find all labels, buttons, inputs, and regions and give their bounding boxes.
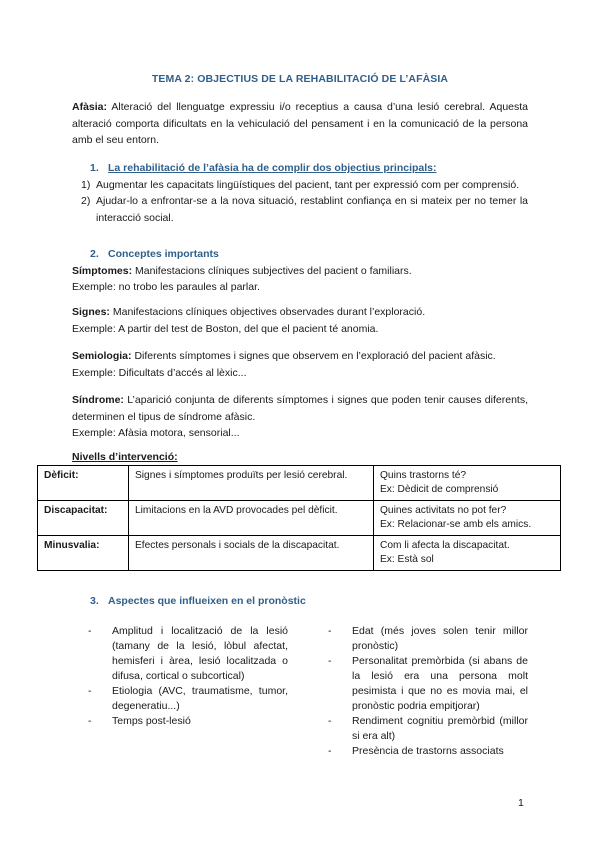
levels-heading: Nivells d’intervenció: bbox=[72, 451, 178, 463]
section-1 bbox=[72, 160, 528, 226]
factors-right-column bbox=[328, 624, 528, 759]
factors-left-column bbox=[88, 624, 288, 729]
definition-semiology-block bbox=[72, 348, 528, 381]
objectives-list bbox=[72, 177, 528, 227]
row-header: Minusvalia: bbox=[38, 536, 129, 571]
levels-table bbox=[37, 465, 561, 571]
definition-signs: Signes: Manifestacions clíniques objectives observades durant l’exploració. bbox=[72, 306, 426, 318]
table-cell: Quins trastorns té? Ex: Dèdicit de comprensió bbox=[374, 466, 561, 501]
section-3-heading: 3. Aspectes que influeixen en el pronòstic bbox=[90, 595, 306, 607]
list-item: 1) Augmentar les capacitats lingüístiques del pacient, tant per expressió com per comprensió. bbox=[81, 178, 520, 191]
section-2-heading: 2. Conceptes importants bbox=[90, 248, 219, 260]
section-1-heading: 1. La rehabilitació de l’afàsia ha de complir dos objectius principals: bbox=[90, 162, 437, 174]
definition-syndrome-block bbox=[72, 392, 528, 442]
intro-term: Afàsia: bbox=[72, 101, 108, 113]
table-cell: Signes i símptomes produïts per lesió cerebral. bbox=[129, 466, 374, 501]
definition-syndrome: Síndrome: L’aparició conjunta de diferents símptomes i signes que poden tenir causes diferents, determinen el tipus de síndrome afàsic. bbox=[72, 394, 529, 423]
definition-symptoms: Símptomes: Manifestacions clíniques subjectives del pacient o familiars. bbox=[72, 264, 412, 277]
page-title: TEMA 2: OBJECTIUS DE LA REHABILITACIÓ DE L’AFÀSIA bbox=[151, 73, 449, 85]
example-syndrome: Exemple: Afàsia motora, sensorial... bbox=[72, 427, 240, 439]
list-item: - Amplitud i localització de la lesió (tamany de la lesió, lòbul afectat, hemisferi i àrea, lesió localitzada o difusa, cortical o subcortical) bbox=[88, 625, 288, 682]
page-number: 1 bbox=[518, 797, 524, 809]
list-item: 2) Ajudar-lo a enfrontar-se a la nova situació, restablint confiança en si mateix per no temer la interacció social. bbox=[81, 195, 528, 224]
list-item: - Presència de trastorns associats bbox=[328, 745, 504, 757]
list-item: - Edat (més joves solen tenir millor pronòstic) bbox=[328, 625, 528, 652]
example-semiology: Exemple: Dificultats d’accés al lèxic... bbox=[72, 366, 247, 379]
intro-text: Alteració del llenguatge expressiu i/o receptius a causa d’una lesió cerebral. Aquesta alteració comporta dificultats en la vehiculació del pensament i en la comunicació de la persona amb el seu entorn. bbox=[72, 101, 529, 146]
table-cell: Efectes personals i socials de la discapacitat. bbox=[129, 536, 374, 571]
table-row bbox=[38, 501, 561, 536]
example-symptoms: Exemple: no trobo les paraules al parlar. bbox=[72, 281, 260, 293]
section-2 bbox=[72, 246, 528, 296]
example-signs: Exemple: A partir del test de Boston, del que el pacient té anomia. bbox=[72, 322, 379, 335]
row-header: Dèficit: bbox=[38, 466, 129, 501]
list-item: - Temps post-lesió bbox=[88, 715, 191, 727]
list-item: - Rendiment cognitiu premòrbid (millor si era alt) bbox=[328, 715, 528, 742]
table-cell: Quines activitats no pot fer? Ex: Relacionar-se amb els amics. bbox=[374, 501, 561, 536]
table-row bbox=[38, 466, 561, 501]
definition-signs-block bbox=[72, 304, 528, 337]
table-cell: Com li afecta la discapacitat. Ex: Està sol bbox=[374, 536, 561, 571]
definition-semiology: Semiologia: Diferents símptomes i signes que observem en l’exploració del pacient afàsic. bbox=[72, 350, 496, 362]
table-cell: Limitacions en la AVD provocades pel dèficit. bbox=[129, 501, 374, 536]
intro-paragraph bbox=[72, 99, 528, 149]
table-row bbox=[38, 536, 561, 571]
row-header: Discapacitat: bbox=[38, 501, 129, 536]
list-item: - Personalitat premòrbida (si abans de la lesió era una persona molt pesimista i que no es movia mai, el pronòstic podria empitjorar) bbox=[328, 655, 528, 712]
list-item: - Etiologia (AVC, traumatisme, tumor, degeneratiu...) bbox=[88, 685, 288, 712]
